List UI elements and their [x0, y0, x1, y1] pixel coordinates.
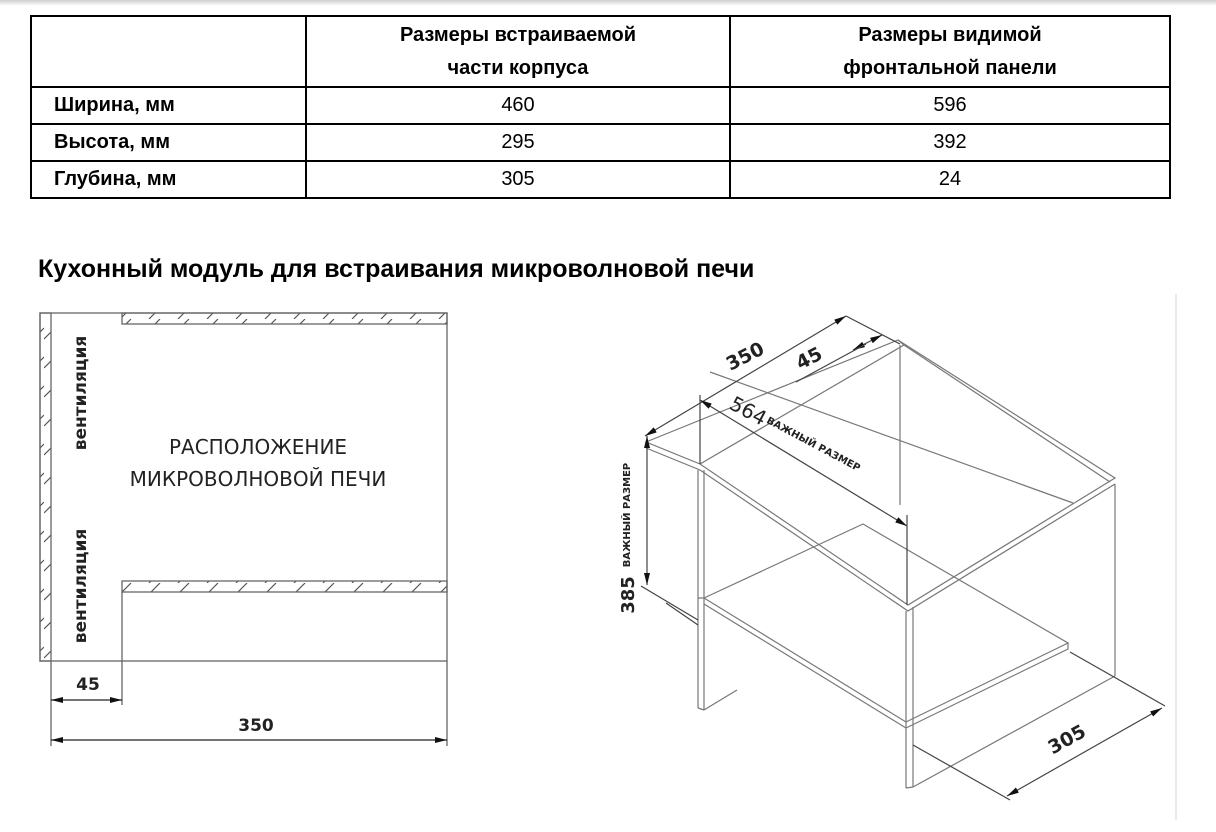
cell-panel-depth: 24 — [730, 161, 1170, 198]
table-header-body-size: Размеры встраиваемой части корпуса — [306, 16, 730, 87]
section-title: Кухонный модуль для встраивания микроволновой печи — [38, 255, 755, 283]
vent-label-top: вентиляция — [71, 335, 91, 451]
iso-important-width-label: ВАЖНЫЙ РАЗМЕР — [764, 415, 862, 475]
row-label-width: Ширина, мм — [31, 87, 306, 124]
plan-dim-45: 45 — [76, 675, 100, 695]
cell-body-width: 460 — [306, 87, 730, 124]
plan-drawing — [40, 313, 447, 746]
cell-body-height: 295 — [306, 124, 730, 161]
isometric-drawing — [641, 316, 1165, 800]
iso-dim-350: 350 — [722, 337, 768, 376]
cell-panel-height: 392 — [730, 124, 1170, 161]
cell-body-depth: 305 — [306, 161, 730, 198]
vent-label-bottom: вентиляция — [71, 528, 91, 644]
iso-dim-line-305 — [1007, 708, 1162, 796]
row-label-height: Высота, мм — [31, 124, 306, 161]
iso-top-panel-inner-side — [904, 345, 1110, 482]
iso-dim-line-564 — [700, 400, 907, 526]
plan-bottom-shelf — [122, 581, 447, 592]
iso-dim-564: 564 — [725, 391, 771, 431]
iso-dim-45: 45 — [792, 342, 827, 375]
iso-top-panel — [646, 337, 1115, 605]
row-label-depth: Глубина, мм — [31, 161, 306, 198]
plan-top-shelf — [122, 313, 447, 324]
iso-dim-305: 305 — [1044, 720, 1090, 759]
table-header-panel-size: Размеры видимой фронтальной панели — [730, 16, 1170, 87]
plan-left-wall — [40, 313, 51, 661]
cell-panel-width: 596 — [730, 87, 1170, 124]
microwave-location-label-line1: РАСПОЛОЖЕНИЕ — [168, 435, 348, 459]
plan-dim-350: 350 — [238, 716, 274, 736]
iso-dim-385: 385 — [618, 576, 639, 614]
iso-bottom-shelf — [704, 524, 1068, 722]
microwave-location-label-line2: МИКРОВОЛНОВОЙ ПЕЧИ — [129, 467, 387, 491]
iso-back-top-edge — [710, 372, 1073, 503]
iso-important-height-label: ВАЖНЫЙ РАЗМЕР — [622, 462, 633, 568]
